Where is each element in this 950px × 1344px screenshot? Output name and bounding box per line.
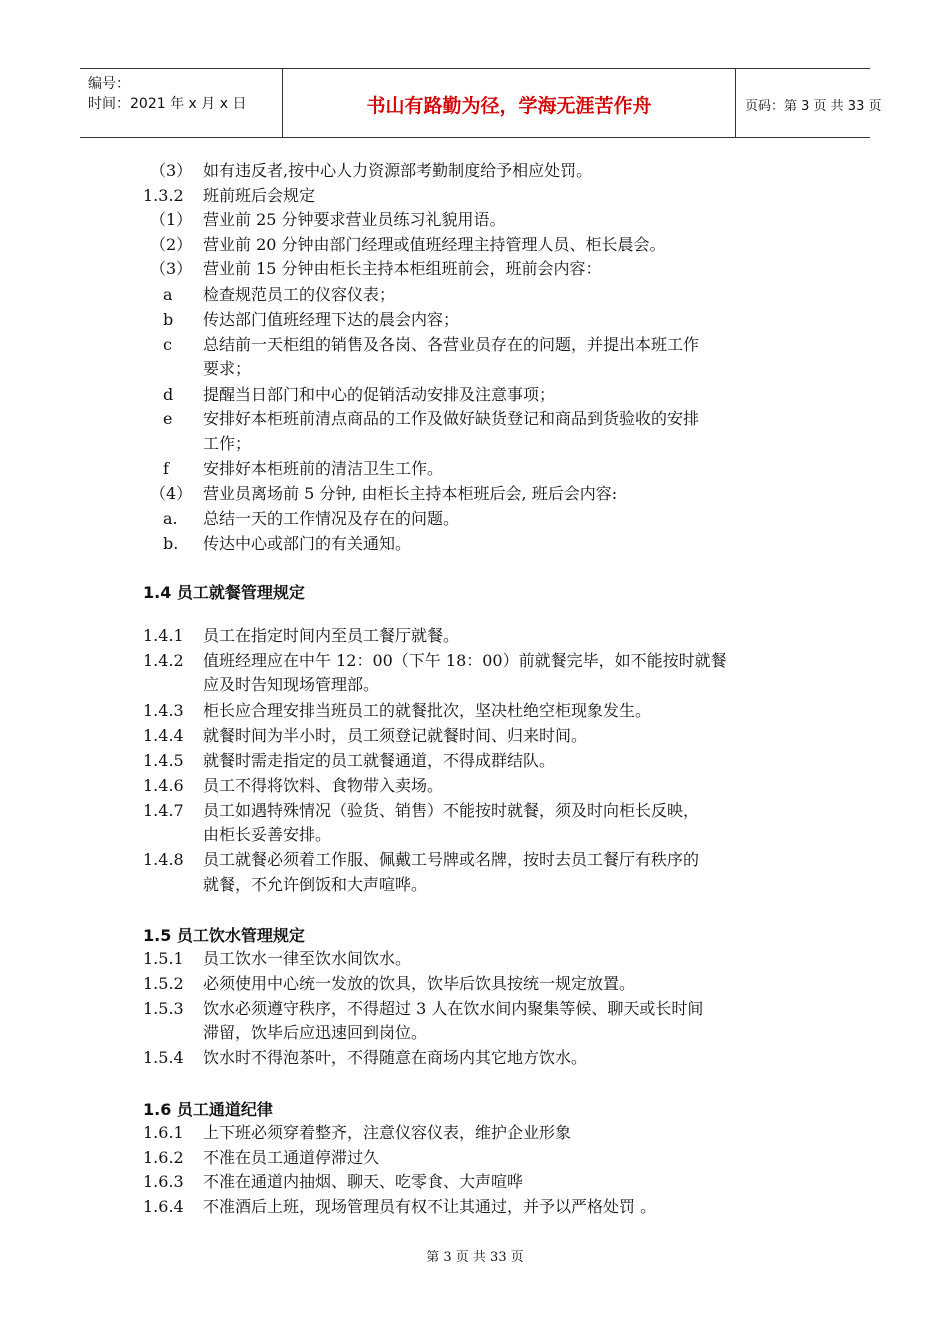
item-number: 1.6.2 bbox=[143, 1148, 184, 1167]
header-page-number: 页码：第 3 页 共 33 页 bbox=[745, 99, 882, 114]
document-header bbox=[80, 68, 882, 138]
item-number: 1.6.3 bbox=[143, 1172, 184, 1191]
header-motto-cell bbox=[282, 69, 736, 137]
item-number: b. bbox=[163, 534, 179, 553]
item-number: 1.5.3 bbox=[143, 999, 184, 1018]
item-number: 1.3.2 bbox=[143, 186, 184, 205]
item-number: 1.4.7 bbox=[143, 801, 184, 820]
item-number: 1.5.4 bbox=[143, 1048, 184, 1067]
item-text: 不准酒后上班，现场管理员有权不让其通过，并予以严格处罚 。 bbox=[203, 1197, 657, 1216]
document-number-label: 编号： bbox=[88, 76, 130, 92]
item-text: 由柜长妥善安排。 bbox=[203, 825, 332, 844]
page-footer: 第 3 页 共 33 页 bbox=[426, 1250, 524, 1265]
item-text: 柜长应合理安排当班员工的就餐批次，坚决杜绝空柜现象发生。 bbox=[203, 701, 652, 720]
item-number: 1.4.2 bbox=[143, 651, 184, 670]
item-text: 就餐时需走指定的员工就餐通道，不得成群结队。 bbox=[203, 751, 556, 770]
item-text: 总结一天的工作情况及存在的问题。 bbox=[203, 509, 460, 528]
item-number: 1.4.4 bbox=[143, 726, 184, 745]
item-text: 就餐时间为半小时，员工须登记就餐时间、归来时间。 bbox=[203, 726, 588, 745]
section-heading: 1.4 员工就餐管理规定 bbox=[143, 583, 305, 602]
item-text: 安排好本柜班前清点商品的工作及做好缺货登记和商品到货验收的安排 bbox=[203, 409, 700, 428]
item-text: 营业前 25 分钟要求营业员练习礼貌用语。 bbox=[203, 210, 506, 229]
item-text: 班前班后会规定 bbox=[203, 186, 316, 205]
item-text: 员工在指定时间内至员工餐厅就餐。 bbox=[203, 626, 460, 645]
item-number: （4） bbox=[150, 484, 193, 503]
item-number: （1） bbox=[150, 210, 193, 229]
item-text: 如有违反者,按中心人力资源部考勤制度给予相应处罚。 bbox=[203, 161, 593, 180]
item-number: （3） bbox=[150, 259, 193, 278]
item-text: 检查规范员工的仪容仪表； bbox=[203, 285, 396, 304]
section-heading: 1.5 员工饮水管理规定 bbox=[143, 926, 305, 945]
item-text: 饮水必须遵守秩序，不得超过 3 人在饮水间内聚集等候、聊天或长时间 bbox=[203, 999, 704, 1018]
item-number: 1.4.1 bbox=[143, 626, 184, 645]
item-number: （2） bbox=[150, 235, 193, 254]
item-number: 1.6.1 bbox=[143, 1123, 184, 1142]
item-number: f bbox=[163, 459, 169, 478]
item-text: 不准在员工通道停滞过久 bbox=[203, 1148, 380, 1167]
item-number: 1.4.3 bbox=[143, 701, 184, 720]
item-text: 营业前 15 分钟由柜长主持本柜组班前会，班前会内容： bbox=[203, 259, 602, 278]
item-text: 饮水时不得泡茶叶，不得随意在商场内其它地方饮水。 bbox=[203, 1048, 588, 1067]
item-number: 1.6.4 bbox=[143, 1197, 184, 1216]
item-number: 1.5.1 bbox=[143, 949, 184, 968]
header-info-cell bbox=[80, 69, 282, 137]
header-page-cell bbox=[735, 69, 882, 137]
item-text: 工作； bbox=[203, 434, 252, 453]
item-number: （3） bbox=[150, 161, 193, 180]
item-text: 不准在通道内抽烟、聊天、吃零食、大声喧哗 bbox=[203, 1172, 524, 1191]
item-text: 应及时告知现场管理部。 bbox=[203, 675, 380, 694]
item-text: 员工饮水一律至饮水间饮水。 bbox=[203, 949, 412, 968]
item-text: 值班经理应在中午 12：00（下午 18：00）前就餐完毕，如不能按时就餐 bbox=[203, 651, 727, 670]
item-number: a. bbox=[163, 509, 178, 528]
header-motto: 书山有路勤为径，学海无涯苦作舟 bbox=[366, 95, 652, 117]
item-number: 1.5.2 bbox=[143, 974, 184, 993]
item-text: 传达部门值班经理下达的晨会内容； bbox=[203, 310, 460, 329]
item-number: b bbox=[163, 310, 174, 329]
section-heading: 1.6 员工通道纪律 bbox=[143, 1100, 273, 1119]
item-text: 员工就餐必须着工作服、佩戴工号牌或名牌，按时去员工餐厅有秩序的 bbox=[203, 850, 700, 869]
item-number: 1.4.5 bbox=[143, 751, 184, 770]
item-number: 1.4.8 bbox=[143, 850, 184, 869]
item-text: 就餐，不允许倒饭和大声喧哗。 bbox=[203, 875, 428, 894]
item-text: 要求； bbox=[203, 359, 252, 378]
item-text: 员工不得将饮料、食物带入卖场。 bbox=[203, 776, 444, 795]
document-time-label: 时间：2021 年 x 月 x 日 bbox=[88, 96, 247, 112]
item-number: d bbox=[163, 385, 174, 404]
item-text: 员工如遇特殊情况（验货、销售）不能按时就餐，须及时向柜长反映， bbox=[203, 801, 700, 820]
item-number: c bbox=[163, 335, 172, 354]
item-text: 安排好本柜班前的清洁卫生工作。 bbox=[203, 459, 444, 478]
item-number: a bbox=[163, 285, 173, 304]
item-text: 上下班必须穿着整齐，注意仪容仪表，维护企业形象 bbox=[203, 1123, 572, 1142]
item-text: 总结前一天柜组的销售及各岗、各营业员存在的问题，并提出本班工作 bbox=[203, 335, 700, 354]
item-text: 营业前 20 分钟由部门经理或值班经理主持管理人员、柜长晨会。 bbox=[203, 235, 666, 254]
item-text: 传达中心或部门的有关通知。 bbox=[203, 534, 412, 553]
item-text: 营业员离场前 5 分钟, 由柜长主持本柜班后会, 班后会内容: bbox=[203, 484, 618, 503]
item-text: 滞留，饮毕后应迅速回到岗位。 bbox=[203, 1023, 428, 1042]
item-text: 必须使用中心统一发放的饮具，饮毕后饮具按统一规定放置。 bbox=[203, 974, 636, 993]
item-number: 1.4.6 bbox=[143, 776, 184, 795]
item-text: 提醒当日部门和中心的促销活动安排及注意事项； bbox=[203, 385, 556, 404]
item-number: e bbox=[163, 409, 173, 428]
